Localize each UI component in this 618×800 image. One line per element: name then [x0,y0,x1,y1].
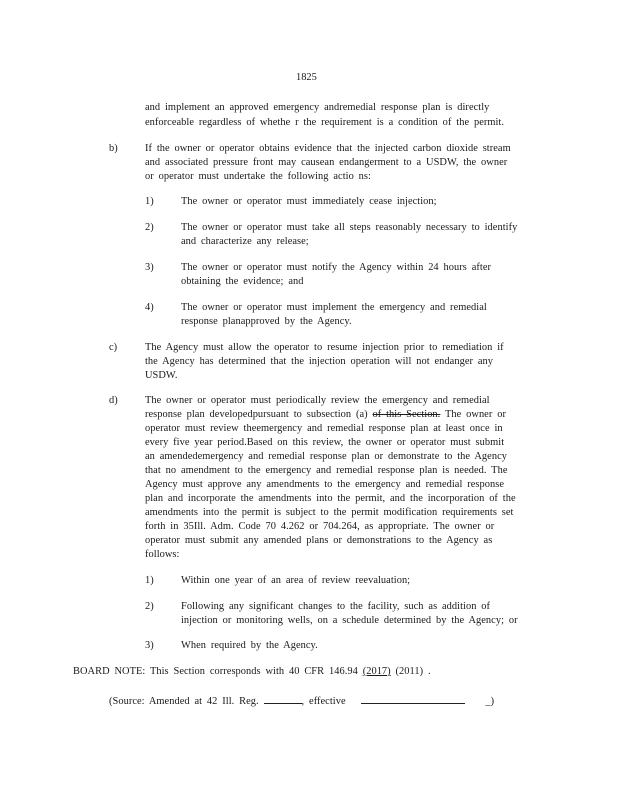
subsection-d-line-1: The owner or operator must periodically review the emergency and remedial [145,395,490,406]
page-number: 1825 [296,72,317,83]
effective-date-blank [361,692,465,704]
subsection-b-line-1: If the owner or operator obtains evidence that the injected carbon dioxide stream [145,143,511,154]
source-closing: _) [485,696,495,707]
register-volume-blank [264,692,302,704]
subsection-d-line-2 [145,408,506,421]
d-line-2-text-end: The owner or [440,409,506,420]
board-note [73,665,431,678]
subsection-d-line-9: amendments into the permit is subject to the permit modification requirements set [145,507,514,518]
d-line-2-text: response plan developedpursuant to subsection (a) [145,409,373,420]
subsection-d-line-12: follows: [145,549,180,560]
subsection-c-label: c) [109,342,118,353]
board-note-text-end: (2011) . [390,666,431,677]
subsection-c-line-3: USDW. [145,370,178,381]
subsection-d-line-6: that no amendment to the emergency and remedial response plan is needed. The [145,465,508,476]
b-item-1-label: 1) [145,196,154,207]
subsection-d-label: d) [109,395,118,406]
source-line [109,692,494,708]
intro-line-1: and implement an approved emergency andremedial response plan is directly [145,102,490,113]
subsection-d-line-5: an amendedemergency and remedial response plan or demonstrate to the Agency [145,451,507,462]
subsection-d-line-3: operator must review theemergency and remedial response plan at least once in [145,423,503,434]
b-item-2-label: 2) [145,222,154,233]
d-item-3-label: 3) [145,640,154,651]
subsection-d-line-8: plan and incorporate the amendments into the permit, and the incorporation of the [145,493,516,504]
board-note-text: BOARD NOTE: This Section corresponds with 40 CFR 146.94 [73,666,363,677]
b-item-3-label: 3) [145,262,154,273]
subsection-b-label: b) [109,143,118,154]
inserted-text: (2017) [362,666,391,677]
subsection-b-line-3: or operator must undertake the following actio ns: [145,171,371,182]
b-item-1-line-1: The owner or operator must immediately cease injection; [181,196,437,207]
d-item-2-line-1: Following any significant changes to the facility, such as addition of [181,601,491,612]
subsection-c-line-2: the Agency has determined that the injection operation will not endanger any [145,356,493,367]
subsection-d-line-10: forth in 35Ill. Adm. Code 70 4.262 or 704.264, as appropriate. The owner or [145,521,495,532]
source-effective-text: , effective [301,696,346,707]
intro-line-2: enforceable regardless of whethe r the requirement is a condition of the permit. [145,117,505,128]
subsection-d-line-7: Agency must approve any amendments to the emergency and remedial response [145,479,505,490]
subsection-b-line-2: and associated pressure front may causean endangerment to a USDW, the owner [145,157,508,168]
deleted-text: of this Section. [372,409,441,420]
d-item-3-line-1: When required by the Agency. [181,640,318,651]
b-item-3-line-1: The owner or operator must notify the Agency within 24 hours after [181,262,491,273]
d-item-2-line-2: injection or monitoring wells, on a schedule determined by the Agency; or [181,615,518,626]
d-item-1-label: 1) [145,575,154,586]
b-item-2-line-2: and characterize any release; [181,236,309,247]
subsection-c-line-1: The Agency must allow the operator to resume injection prior to remediation if [145,342,504,353]
b-item-4-line-2: response planapproved by the Agency. [181,316,352,327]
b-item-3-line-2: obtaining the evidence; and [181,276,304,287]
d-item-1-line-1: Within one year of an area of review reevaluation; [181,575,411,586]
b-item-4-label: 4) [145,302,154,313]
b-item-4-line-1: The owner or operator must implement the emergency and remedial [181,302,487,313]
d-item-2-label: 2) [145,601,154,612]
source-text: (Source: Amended at 42 Ill. Reg. [109,696,259,707]
b-item-2-line-1: The owner or operator must take all steps reasonably necessary to identify [181,222,518,233]
subsection-d-line-4: every five year period.Based on this review, the owner or operator must submit [145,437,505,448]
subsection-d-line-11: operator must submit any amended plans or demonstrations to the Agency as [145,535,493,546]
